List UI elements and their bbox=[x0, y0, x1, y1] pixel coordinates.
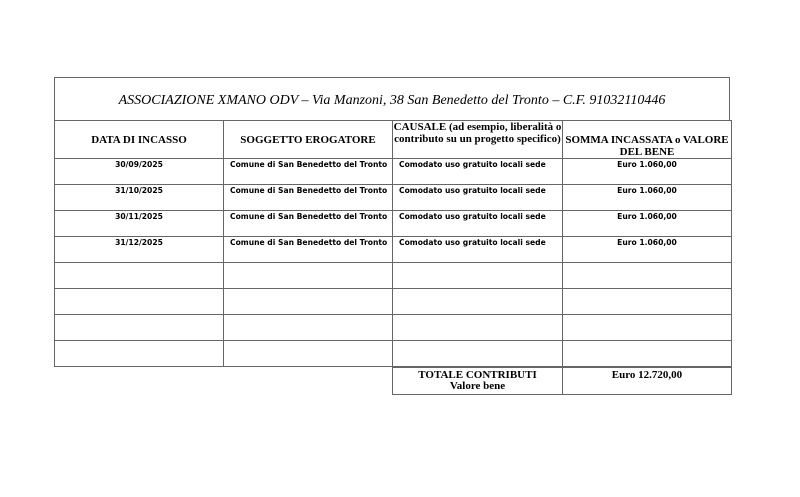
empty-table-row bbox=[55, 341, 732, 367]
header-amount: SOMMA INCASSATA o VALORE DEL BENE bbox=[563, 121, 732, 159]
cell-amount: Euro 1.060,00 bbox=[563, 211, 732, 237]
empty-cell bbox=[563, 289, 732, 315]
header-cause: CAUSALE (ad esempio, liberalità o contributo su un progetto specifico) bbox=[393, 121, 563, 159]
empty-cell bbox=[393, 289, 563, 315]
cell-cause: Comodato uso gratuito locali sede bbox=[393, 237, 563, 263]
empty-cell bbox=[393, 263, 563, 289]
empty-cell bbox=[563, 263, 732, 289]
total-table bbox=[392, 367, 732, 395]
cell-date: 30/11/2025 bbox=[55, 211, 224, 237]
empty-table-row bbox=[55, 263, 732, 289]
cell-date: 31/10/2025 bbox=[55, 185, 224, 211]
empty-table-row bbox=[55, 315, 732, 341]
header-date: DATA DI INCASSO bbox=[55, 121, 224, 159]
empty-cell bbox=[563, 341, 732, 367]
total-label bbox=[393, 368, 563, 395]
table-row bbox=[55, 237, 732, 263]
cell-cause: Comodato uso gratuito locali sede bbox=[393, 159, 563, 185]
cell-date: 30/09/2025 bbox=[55, 159, 224, 185]
empty-cell bbox=[224, 315, 393, 341]
empty-cell bbox=[55, 315, 224, 341]
empty-cell bbox=[55, 341, 224, 367]
table-row bbox=[55, 159, 732, 185]
cell-amount: Euro 1.060,00 bbox=[563, 237, 732, 263]
empty-table-row bbox=[55, 289, 732, 315]
cell-amount: Euro 1.060,00 bbox=[563, 159, 732, 185]
title-box bbox=[54, 77, 730, 121]
empty-cell bbox=[224, 341, 393, 367]
total-row bbox=[393, 368, 732, 395]
cell-cause: Comodato uso gratuito locali sede bbox=[393, 211, 563, 237]
empty-cell bbox=[224, 289, 393, 315]
empty-cell bbox=[393, 315, 563, 341]
table-header-row bbox=[55, 121, 732, 159]
table-row bbox=[55, 211, 732, 237]
cell-cause: Comodato uso gratuito locali sede bbox=[393, 185, 563, 211]
cell-date: 31/12/2025 bbox=[55, 237, 224, 263]
cell-giver: Comune di San Benedetto del Tronto bbox=[224, 185, 393, 211]
cell-giver: Comune di San Benedetto del Tronto bbox=[224, 211, 393, 237]
empty-cell bbox=[563, 315, 732, 341]
empty-cell bbox=[55, 289, 224, 315]
cell-amount: Euro 1.060,00 bbox=[563, 185, 732, 211]
header-giver: SOGGETTO EROGATORE bbox=[224, 121, 393, 159]
empty-cell bbox=[224, 263, 393, 289]
cell-giver: Comune di San Benedetto del Tronto bbox=[224, 237, 393, 263]
contributions-table bbox=[54, 120, 732, 367]
table-row bbox=[55, 185, 732, 211]
document-title: ASSOCIAZIONE XMANO ODV – Via Manzoni, 38 San Benedetto del Tronto – C.F. 91032110446 bbox=[118, 93, 666, 108]
total-label-line2: Valore bene bbox=[449, 380, 506, 392]
total-amount: Euro 12.720,00 bbox=[563, 368, 732, 395]
empty-cell bbox=[55, 263, 224, 289]
empty-cell bbox=[393, 341, 563, 367]
total-label-line1: TOTALE CONTRIBUTI bbox=[418, 369, 537, 381]
cell-giver: Comune di San Benedetto del Tronto bbox=[224, 159, 393, 185]
